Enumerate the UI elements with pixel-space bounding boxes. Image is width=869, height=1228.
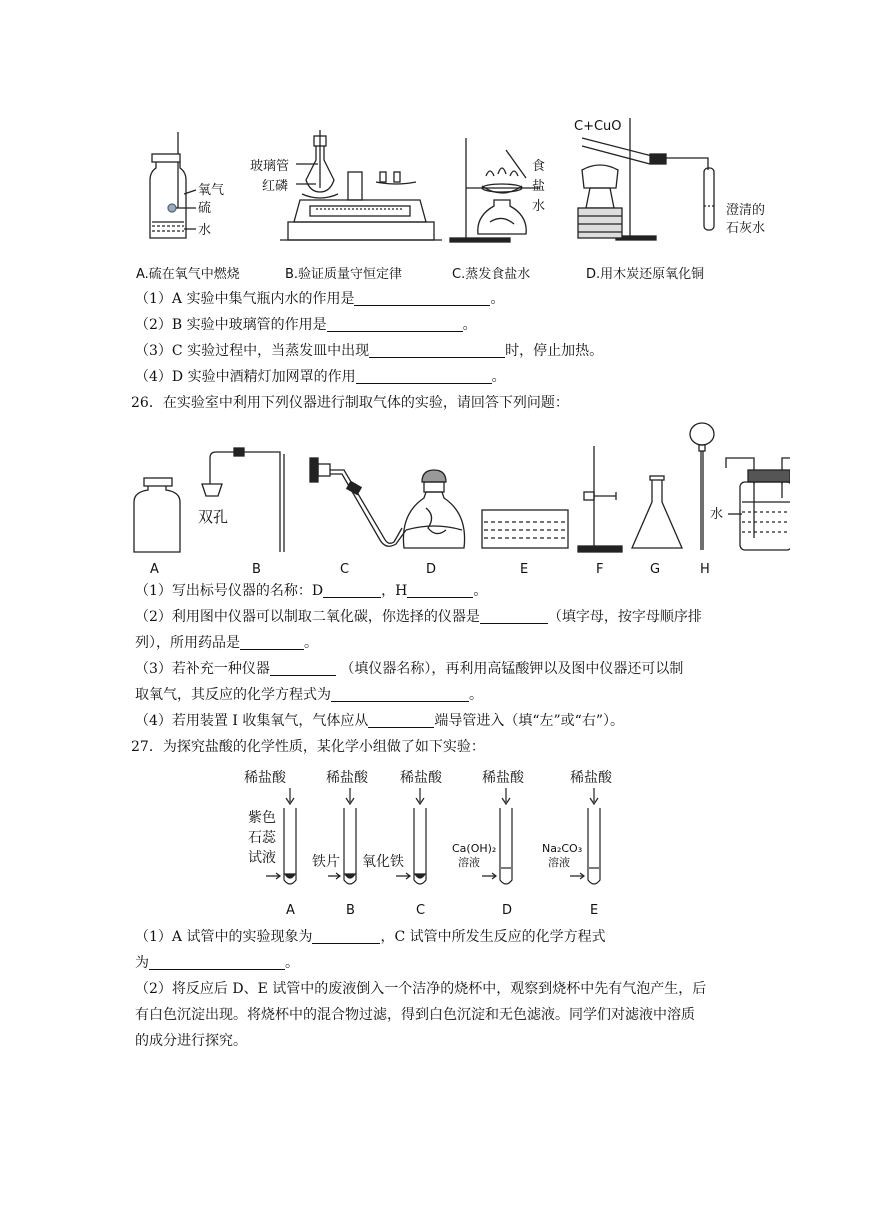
label-double-hole: 双孔 bbox=[198, 508, 229, 526]
litmus-label-3: 试液 bbox=[248, 850, 276, 866]
q25-item-1: （1）A 实验中集气瓶内水的作用是 。 bbox=[135, 291, 505, 307]
q27-item-1: （1）A 试管中的实验现象为 ，C 试管中所发生反应的化学方程式 bbox=[135, 929, 606, 945]
tube-letter-c: C bbox=[416, 903, 426, 918]
na2co3-label-2: 溶液 bbox=[548, 856, 570, 869]
tube-letter-d: D bbox=[502, 903, 513, 918]
test-tube-b bbox=[344, 808, 356, 884]
q27-item-2-line1: （2）将反应后 D、E 试管中的废液倒入一个洁净的烧杯中，观察到烧杯中先有气泡产生，后 bbox=[135, 981, 707, 997]
q26-item-2: （2）利用图中仪器可以制取二氧化碳，你选择的仪器是 （填字母，按字母顺序排 bbox=[135, 609, 702, 625]
instrument-d-alcohol-lamp bbox=[403, 470, 464, 548]
label-salt-3: 水 bbox=[532, 199, 546, 214]
answer-blank[interactable] bbox=[368, 713, 434, 728]
acid-label-a: 稀盐酸 bbox=[244, 770, 286, 786]
q26-item-4: （4）若用装置 I 收集氧气，气体应从 端导管进入（填“左”或“右”）。 bbox=[135, 713, 624, 729]
caoh2-label-1: Ca(OH)₂ bbox=[452, 842, 497, 855]
acid-arrows bbox=[286, 788, 598, 804]
q27-item-1b: 为 。 bbox=[135, 955, 299, 971]
answer-blank[interactable] bbox=[270, 661, 336, 676]
na2co3-label-1: Na₂CO₃ bbox=[542, 842, 583, 855]
answer-blank[interactable] bbox=[480, 609, 548, 624]
q27-stem: 27．为探究盐酸的化学性质，某化学小组做了如下实验： bbox=[131, 739, 485, 755]
apparatus-a-gas-jar bbox=[150, 132, 196, 238]
test-tube-a bbox=[284, 808, 296, 884]
q25-item-2: （2）B 实验中玻璃管的作用是 。 bbox=[135, 317, 477, 333]
answer-blank[interactable] bbox=[312, 929, 380, 944]
answer-blank[interactable] bbox=[240, 635, 304, 650]
litmus-label-1: 紫色 bbox=[248, 810, 276, 826]
answer-blank[interactable] bbox=[149, 955, 285, 970]
label-c-cuo: C+CuO bbox=[574, 119, 622, 134]
q26-stem: 26．在实验室中利用下列仪器进行制取气体的实验，请回答下列问题： bbox=[131, 395, 569, 411]
caption-d: D.用木炭还原氧化铜 bbox=[586, 267, 705, 282]
test-tube-c bbox=[414, 808, 426, 884]
caption-c: C.蒸发食盐水 bbox=[452, 267, 531, 282]
acid-label-b: 稀盐酸 bbox=[326, 770, 368, 786]
q25-item-3: （3）C 实验过程中，当蒸发皿中出现 时，停止加热。 bbox=[135, 343, 604, 359]
acid-label-e: 稀盐酸 bbox=[570, 770, 612, 786]
letter-f: F bbox=[596, 562, 604, 577]
q26-item-3b: 取氧气，其反应的化学方程式为 。 bbox=[135, 687, 483, 703]
answer-blank[interactable] bbox=[407, 583, 473, 598]
label-oxygen: 氧气 bbox=[198, 183, 225, 198]
q26-item-3: （3）若补充一种仪器 （填仪器名称），再利用高锰酸钾以及图中仪器还可以制 bbox=[135, 661, 684, 677]
test-tube-e bbox=[588, 808, 600, 884]
instrument-g-conical-flask bbox=[632, 476, 682, 548]
caoh2-label-2: 溶液 bbox=[458, 856, 480, 869]
instrument-b-stopper-tube bbox=[202, 448, 284, 552]
apparatus-d-reduction bbox=[578, 118, 714, 240]
acid-label-d: 稀盐酸 bbox=[482, 770, 524, 786]
label-limewater-2: 石灰水 bbox=[726, 221, 766, 236]
label-red-phosphorus: 红磷 bbox=[262, 179, 289, 194]
tube-letter-a: A bbox=[286, 903, 295, 918]
label-salt-2: 盐 bbox=[532, 179, 546, 194]
test-tube-d bbox=[500, 808, 512, 884]
instrument-c-bent-tube bbox=[310, 458, 406, 546]
label-water-a: 水 bbox=[198, 223, 212, 238]
answer-blank[interactable] bbox=[323, 583, 381, 598]
letter-b: B bbox=[252, 562, 261, 577]
q26-instruments-figure bbox=[130, 418, 790, 580]
instrument-f-iron-stand bbox=[578, 446, 622, 552]
label-limewater-1: 澄清的 bbox=[726, 203, 766, 218]
label-salt-1: 食 bbox=[532, 159, 546, 174]
q27-item-2-line2: 有白色沉淀出现。将烧杯中的混合物过滤，得到白色沉淀和无色滤液。同学们对滤液中溶质 bbox=[135, 1007, 695, 1023]
answer-blank[interactable] bbox=[369, 343, 505, 358]
litmus-label-2: 石蕊 bbox=[248, 830, 276, 846]
instrument-e-trough bbox=[482, 510, 568, 548]
tube-letter-e: E bbox=[590, 903, 599, 918]
acid-label-c: 稀盐酸 bbox=[400, 770, 442, 786]
letter-h: H bbox=[700, 562, 710, 577]
apparatus-b-balance bbox=[280, 130, 442, 240]
label-water-i: 水 bbox=[710, 507, 724, 522]
answer-blank[interactable] bbox=[327, 317, 463, 332]
letter-g: G bbox=[650, 562, 661, 577]
q26-item-1: （1）写出标号仪器的名称：D ，H 。 bbox=[135, 583, 488, 599]
label-glass-tube: 玻璃管 bbox=[250, 159, 290, 174]
instrument-i-gas-washing-bottle bbox=[726, 458, 790, 550]
q25-item-4: （4）D 实验中酒精灯加网罩的作用 。 bbox=[135, 369, 506, 385]
letter-e: E bbox=[520, 562, 529, 577]
caption-b: B.验证质量守恒定律 bbox=[285, 267, 403, 282]
letter-a: A bbox=[150, 562, 159, 577]
answer-blank[interactable] bbox=[331, 687, 469, 702]
instrument-h-funnel bbox=[690, 423, 714, 550]
label-sulfur: 硫 bbox=[198, 201, 212, 216]
answer-blank[interactable] bbox=[356, 369, 492, 384]
tube-letter-b: B bbox=[346, 903, 355, 918]
q27-item-2-line3: 的成分进行探究。 bbox=[135, 1033, 247, 1049]
letter-d: D bbox=[426, 562, 437, 577]
letter-c: C bbox=[340, 562, 350, 577]
caption-a: A.硫在氧气中燃烧 bbox=[136, 267, 240, 282]
instrument-a-bottle bbox=[134, 478, 180, 552]
apparatus-c-evaporation bbox=[450, 138, 540, 242]
q26-item-2b: 列），所用药品是 。 bbox=[135, 635, 318, 651]
q27-test-tubes-figure bbox=[244, 764, 624, 924]
q25-apparatus-figure bbox=[130, 110, 770, 260]
iron-label: 铁片 bbox=[312, 854, 340, 870]
answer-blank[interactable] bbox=[354, 291, 490, 306]
iron-oxide-label: 氧化铁 bbox=[362, 854, 404, 870]
